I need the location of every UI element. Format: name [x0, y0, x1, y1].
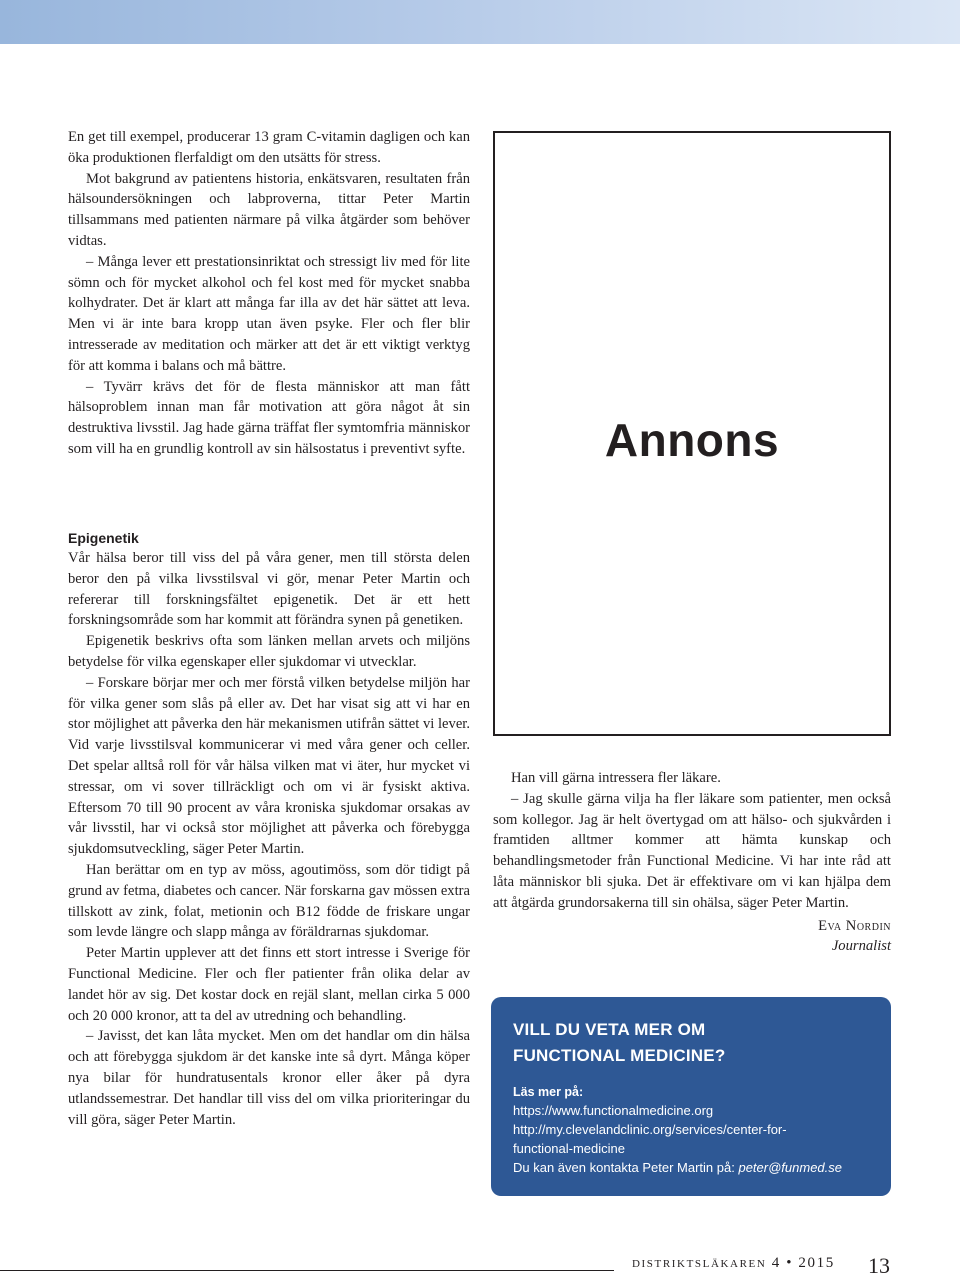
author-role: Journalist: [831, 938, 891, 955]
paragraph: Han vill gärna intressera fler läkare.: [511, 770, 721, 786]
info-link[interactable]: http://my.clevelandclinic.org/services/center-for-: [513, 1122, 787, 1137]
publication-name: distriktsläkaren: [632, 1255, 767, 1271]
info-link[interactable]: https://www.functionalmedicine.org: [513, 1103, 714, 1118]
info-title-line1: VILL DU VETA MER OM: [513, 1020, 706, 1039]
footer-rule: [0, 1270, 614, 1271]
ad-label: Annons: [604, 414, 780, 466]
issue-number: 4 • 2015: [771, 1255, 835, 1271]
section-heading: Epigenetik: [68, 530, 139, 546]
info-box: [491, 997, 891, 1196]
paragraph: Epigenetik beskrivs ofta som länken mellan arvets och miljöns betydelse för vilka egenskaper eller sjukdomar vi utvecklar.: [68, 633, 470, 670]
contact-prefix: Du kan även kontakta Peter Martin på:: [513, 1160, 739, 1175]
info-link-continued[interactable]: functional-medicine: [513, 1141, 626, 1156]
header-band: [0, 0, 960, 44]
info-subheading: Läs mer på:: [513, 1085, 584, 1099]
footer-publication: [632, 1255, 835, 1272]
paragraph: Peter Martin upplever att det finns ett stort intresse i Sverige för Functional Medicine. Fler och fler patienter från olika delar av landet hör av sig. Det kostar dock en rejäl slant, mellan cirka 5 000 och 20 000 kronor, att ta del av utredning och behandling.: [68, 945, 470, 1024]
paragraph: Mot bakgrund av patientens historia, enkätsvaren, resultaten från hälsoundersökningen och labproverna, tittar Peter Martin tillsammans med patienten närmare på vilka åtgärder som behöver vidtas.: [68, 170, 470, 249]
page-number: 13: [868, 1253, 890, 1276]
advertisement-box: [493, 131, 891, 736]
epigenetik-section: [68, 500, 470, 1130]
paragraph: Vår hälsa beror till viss del på våra gener, men till största delen beror den på vilka livsstilsval vi gör, menar Peter Martin och refererar till forskningsfältet epigenetik. Det är ett hett forskningsområde som har kommit att förändra synen på genetiken.: [68, 550, 470, 629]
right-column: [493, 768, 891, 957]
paragraph: – Forskare börjar mer och mer förstå vilken betydelse miljön har för vilka gener som slås på eller av. Det har visat sig att vi har en stor möjlighet att påverka den här mekanismen utifrån sättet vi lever. Vid varje livsstilsval kommunicerar vi med våra gener och celler. Det spelar alltså roll för vår hälsa vilken mat vi äter, hur mycket vi stressar, om vi sover tillräckligt och om vi är fysiskt aktiva. Eftersom 70 till 90 procent av våra kroniska sjukdomar orsakas av vår livsstil, har vi också stor möjlighet att påverka och förebygga sjukdomsutveckling, säger Peter Martin.: [68, 674, 470, 858]
paragraph: Han berättar om en typ av möss, agoutimöss, som dör tidigt på grund av fetma, diabetes och cancer. När forskarna gav mössen extra tillskott av zink, folat, metionin och B12 födde de friskare ungar som levde längre och slapp många av föräldrarnas sjukdomar.: [68, 861, 470, 941]
info-contact: [513, 1158, 869, 1177]
paragraph: – Tyvärr krävs det för de flesta människor att man fått hälsoproblem innan man får motivation att göra något åt sin destruktiva livsstil. Jag hade gärna träffat fler symtomfria människor som vill ha en grundlig kontroll av sin hälsostatus i preventivt syfte.: [68, 378, 470, 457]
left-column: [68, 127, 470, 460]
author-name: Eva Nordin: [818, 917, 891, 934]
page-footer: [0, 1250, 960, 1276]
paragraph: En get till exempel, producerar 13 gram C-vitamin dagligen och kan öka produktionen flerfaldigt om den utsätts för stress.: [68, 129, 470, 166]
info-title-line2: FUNCTIONAL MEDICINE?: [513, 1046, 726, 1065]
paragraph: – Jag skulle gärna vilja ha fler läkare som patienter, men också som kollegor. Jag är helt övertygad om att hälso- och sjukvården i framtiden alltmer kommer att hämta kunskap och behandlingsmetoder från Functional Medicine. Vi har inte råd att låta människor bli sjuka. Det är effektivare om vi kan hjälpa dem att åtgärda grundorsakerna till sin ohälsa, säger Peter Martin.: [493, 790, 891, 911]
contact-email[interactable]: peter@funmed.se: [738, 1160, 842, 1175]
paragraph: – Javisst, det kan låta mycket. Men om det handlar om din hälsa och att förebygga sjukdom är det kanske inte så dyrt. Många köper nya bilar för hundratusentals kronor eller åker på dyra utlandssemestrar. Det handlar till viss del om vilka prioriteringar du vill göra, säger Peter Martin.: [68, 1028, 470, 1128]
paragraph: – Många lever ett prestationsinriktat och stressigt liv med för lite sömn och för mycket alkohol och fel kost med för mycket snabba kolhydrater. Det är klart att många far illa av det här sättet att leva. Men vi är inte bara kropp utan även psyke. Fler och fler blir intresserade av meditation och märker att det är ett viktigt verktyg för att komma i balans och må bättre.: [68, 253, 470, 374]
byline: [493, 916, 891, 958]
